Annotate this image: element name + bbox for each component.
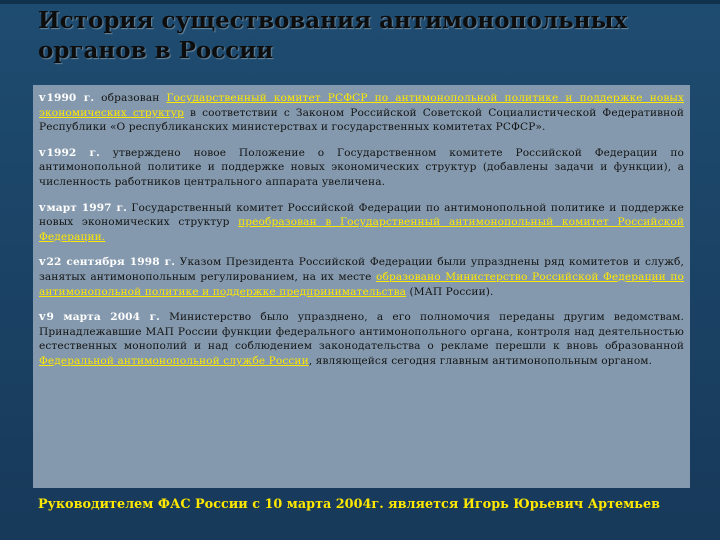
item-text: утверждено новое Положение о Государственном комитете Российской Федерации по антимонопольной политике и поддержке новых экономических структур (добавлены задачи и функции), а численность работников центрального аппарата увеличена. (39, 146, 684, 188)
item-date: 9 марта 2004 г. (46, 311, 160, 324)
checkmark-bullet-icon: v (39, 255, 46, 269)
item-text-after: (МАП России). (406, 285, 494, 298)
top-border (0, 0, 720, 4)
item-text: Министерство было упразднено, а его полномочия переданы другим ведомствам. Принадлежавшие МАП России функции федерального антимонопольного органа, контроля над деятельностью естественных монополий и над соблюдением законодательства о рекламе перешли к вновь образованной (39, 311, 684, 353)
item-text: Указом Президента Российской Федерации были упразднены ряд комитетов и служб, занятых антимонопольным регулированием, на их месте (39, 256, 684, 283)
item-link[interactable]: Федеральной антимонопольной службе России (39, 354, 309, 367)
item-date: 1992 г. (46, 146, 100, 159)
item-text-after: в соответствии с Законом Российской Советской Социалистической Федеративной Республики «О республиканских министерствах и государственных комитетах РСФСР». (39, 106, 684, 134)
item-text-after: , являющейся сегодня главным антимонопольным органом. (308, 354, 653, 367)
checkmark-bullet-icon: v (39, 91, 46, 104)
item-link[interactable]: образовано Министерство Российской Федерации по антимонопольной политике и поддержке предпринимательства (39, 270, 684, 298)
checkmark-bullet-icon: v (39, 310, 46, 324)
checkmark-bullet-icon: v (39, 145, 46, 159)
slide-title: История существования антимонопольных органов в России (38, 7, 628, 64)
item-link[interactable]: Государственный комитет РСФСР по антимонопольной политике и поддержке новых экономических структур (39, 92, 685, 119)
item-link[interactable]: преобразован в Государственный антимонопольный комитет Российской Федерации. (39, 216, 684, 243)
history-item-1990 (39, 91, 684, 135)
checkmark-bullet-icon: v (39, 200, 46, 214)
history-item-1997 (39, 201, 684, 245)
item-text: образован (94, 92, 167, 104)
item-date: 1990 г. (46, 92, 95, 104)
history-item-2004 (39, 310, 684, 368)
item-date: март 1997 г. (46, 201, 127, 214)
history-item-1992 (39, 146, 684, 190)
item-date: 22 сентября 1998 г. (46, 256, 176, 269)
history-item-1998 (39, 255, 684, 299)
footer-note: Руководителем ФАС России с 10 марта 2004г. является Игорь Юрьевич Артемьев (38, 497, 661, 512)
content-panel (33, 85, 690, 488)
item-text: Государственный комитет Российской Федерации по антимонопольной политике и поддержке новых экономических структур (39, 201, 684, 229)
